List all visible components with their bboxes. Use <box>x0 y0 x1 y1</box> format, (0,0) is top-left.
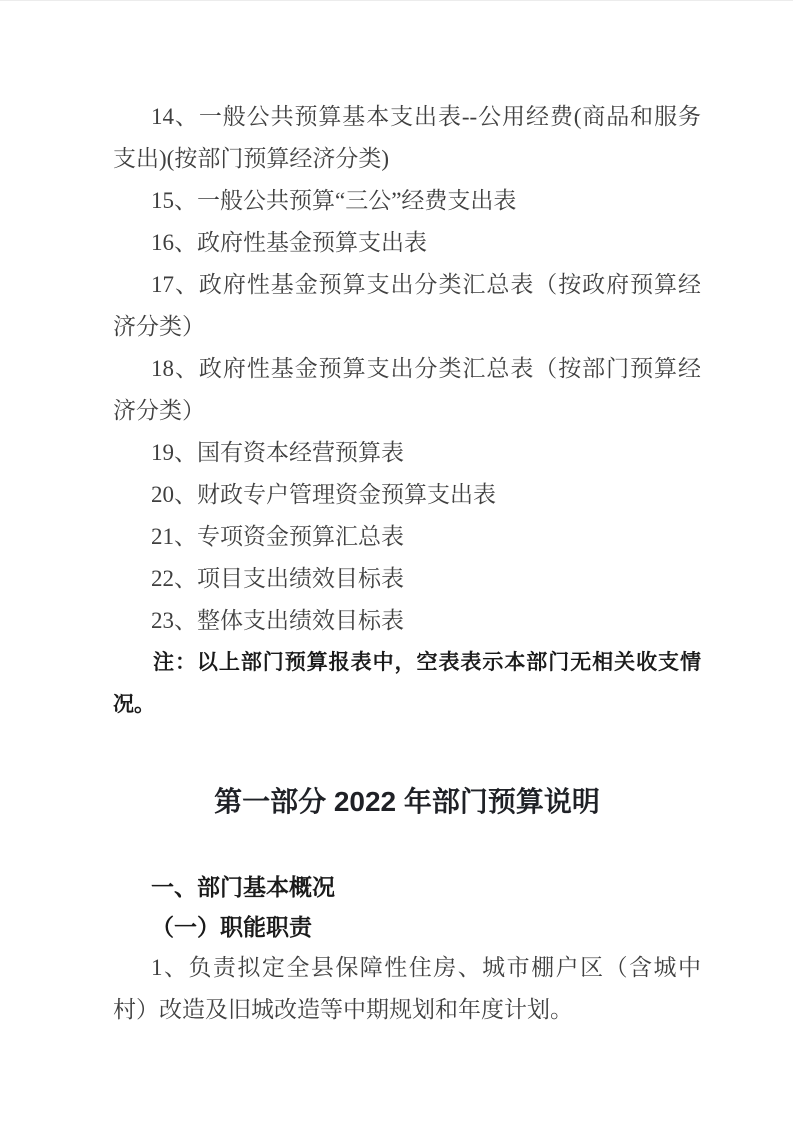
page-content <box>113 96 701 1031</box>
list-item: 17、政府性基金预算支出分类汇总表（按政府预算经济分类） <box>113 272 701 339</box>
part-title: 第一部分 2022 年部门预算说明 <box>214 786 600 817</box>
section-heading: 一、部门基本概况 <box>151 874 335 900</box>
list-item: 23、整体支出绩效目标表 <box>151 608 404 633</box>
list-item: 21、专项资金预算汇总表 <box>151 524 404 549</box>
list-item: 15、一般公共预算“三公”经费支出表 <box>151 188 517 213</box>
subsection-heading: （一）职能职责 <box>151 914 312 940</box>
list-item: 22、项目支出绩效目标表 <box>151 566 404 591</box>
list-item: 14、一般公共预算基本支出表--公用经费(商品和服务支出)(按部门预算经济分类) <box>113 104 701 171</box>
list-item: 18、政府性基金预算支出分类汇总表（按部门预算经济分类） <box>113 356 701 423</box>
note-line: 注：以上部门预算报表中，空表表示本部门无相关收支情况。 <box>113 651 701 716</box>
list-item: 16、政府性基金预算支出表 <box>151 230 427 255</box>
list-item: 19、国有资本经营预算表 <box>151 440 404 465</box>
body-paragraph: 1、负责拟定全县保障性住房、城市棚户区（含城中村）改造及旧城改造等中期规划和年度计划。 <box>113 955 701 1022</box>
list-item: 20、财政专户管理资金预算支出表 <box>151 482 496 507</box>
